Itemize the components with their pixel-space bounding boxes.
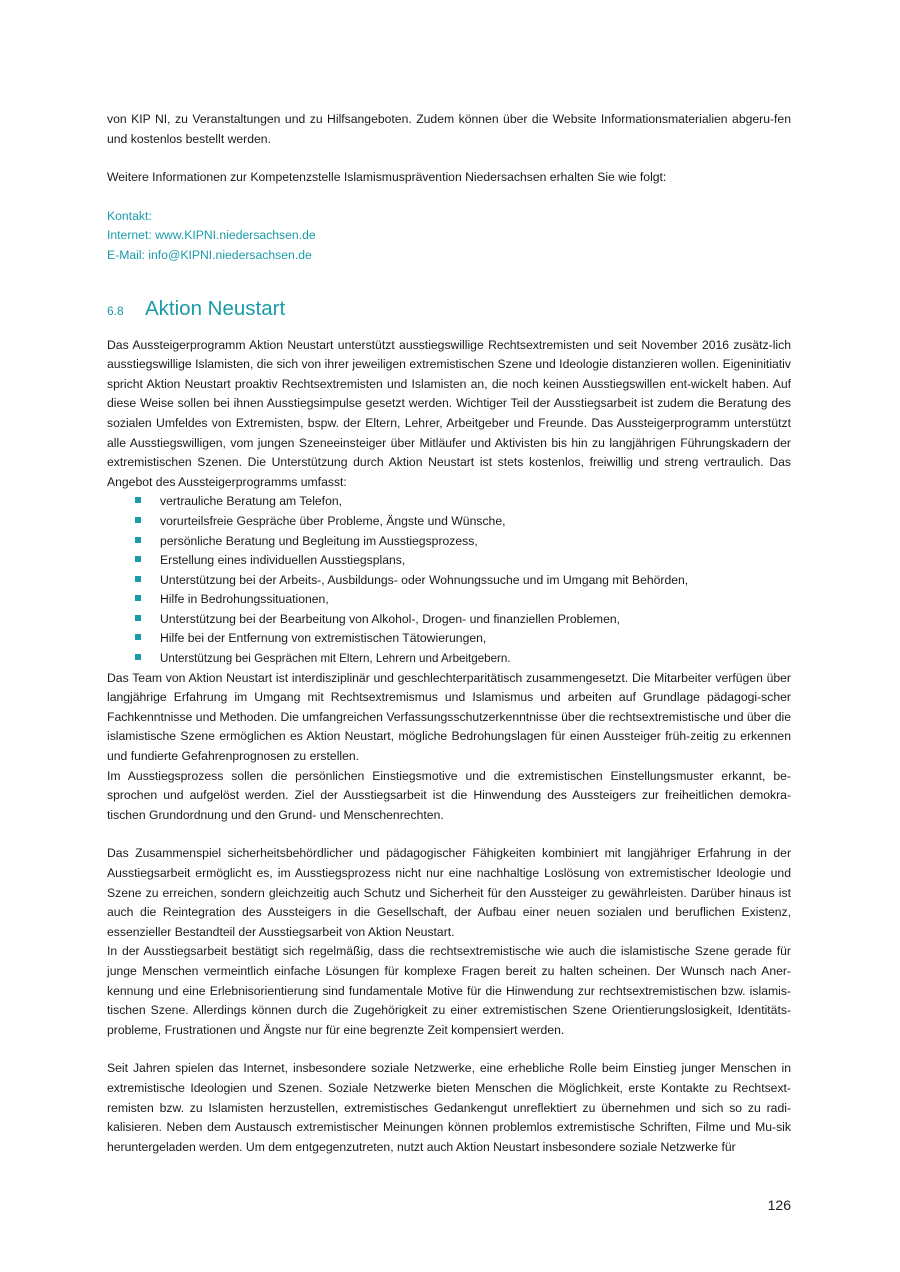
bullet-icon	[135, 537, 141, 543]
section-title: Aktion Neustart	[145, 296, 286, 320]
contact-block	[107, 207, 791, 266]
bullet-icon	[135, 654, 141, 660]
bullet-icon	[135, 497, 141, 503]
body-paragraph-4: Das Zusammenspiel sicherheitsbehördlicher und pädagogischer Fähigkeiten kombiniert mit langjähriger Erfahrung in der Ausstiegsarbeit ermöglicht es, im Ausstiegsprozess nicht nur eine nachhaltige Loslösung von extremistischer Ideologie und Szene zu erreichen, sondern gleichzeitig auch Schutz und Sicherheit für den Aussteiger zu gewährleisten. Darüber hinaus ist auch die Reintegration des Aussteigers in die Gesellschaft, der Aufbau einer neuen sozialen und beruflichen Existenz, essenzieller Bestandteil der Ausstiegsarbeit von Aktion Neustart.	[107, 846, 791, 939]
contact-internet: Internet: www.KIPNI.niedersachsen.de	[107, 228, 316, 243]
list-item: persönliche Beratung und Begleitung im Ausstiegsprozess,	[107, 532, 791, 552]
bullet-icon	[135, 556, 141, 562]
body-paragraph-3: Im Ausstiegsprozess sollen die persönlichen Einstiegsmotive und die extremistischen Einstellungsmuster erkannt, be-sprochen und aufgelöst werden. Ziel der Ausstiegsarbeit ist die Hinwendung des Aussteigers zur freiheitlichen demokra-tischen Grundordnung und den Grund- und Menschenrechten.	[107, 768, 791, 822]
section-heading	[107, 297, 791, 321]
bullet-icon	[135, 634, 141, 640]
intro-paragraph: von KIP NI, zu Veranstaltungen und zu Hilfsangeboten. Zudem können über die Website Informationsmaterialien abgeru-fen und kostenlos bestellt werden.	[107, 112, 791, 146]
body-paragraph-6: Seit Jahren spielen das Internet, insbesondere soziale Netzwerke, eine erhebliche Rolle beim Einstieg junger Menschen in extremistische Ideologien und Szenen. Soziale Netzwerke bieten Menschen die Möglichkeit, erste Kontakte zu Rechtsext-remisten bzw. zu Islamisten herzustellen, extremistisches Gedankengut unreflektiert zu übernehmen und sich so zu radi-kalisieren. Neben dem Austausch extremistischer Meinungen können problemlos extremistische Schriften, Filme und Mu-sik heruntergeladen werden. Um dem entgegenzutreten, nutzt auch Aktion Neustart insbesondere soziale Netzwerke für	[107, 1061, 791, 1154]
contact-email: E-Mail: info@KIPNI.niedersachsen.de	[107, 247, 312, 262]
page-number: 126	[767, 1197, 791, 1213]
list-item: Unterstützung bei Gesprächen mit Eltern, Lehrern und Arbeitgebern.	[107, 649, 791, 669]
list-item: Unterstützung bei der Bearbeitung von Alkohol-, Drogen- und finanziellen Problemen,	[107, 610, 791, 630]
list-item: vertrauliche Beratung am Telefon,	[107, 492, 791, 512]
body-paragraph-2: Das Team von Aktion Neustart ist interdisziplinär und geschlechterparitätisch zusammengesetzt. Die Mitarbeiter verfügen über langjährige Erfahrung im Umgang mit Rechtsextremismus und Islamismus und arbeiten auf Grundlage pädagogi-scher Fachkenntnisse und Methoden. Die umfangreichen Verfassungsschutzerkenntnisse über die rechtsextremistische und über die islamistische Szene ermöglichen es Aktion Neustart, mögliche Bedrohungslagen für einen Aussteiger früh-zeitig zu erkennen und fundierte Gefahrenprognosen zu erstellen.	[107, 670, 791, 764]
bullet-icon	[135, 576, 141, 582]
list-item: Hilfe in Bedrohungssituationen,	[107, 590, 791, 610]
info-paragraph: Weitere Informationen zur Kompetenzstelle Islamismusprävention Niedersachsen erhalten Sie wie folgt:	[107, 170, 667, 185]
list-item: Unterstützung bei der Arbeits-, Ausbildungs- oder Wohnungssuche und im Umgang mit Behörden,	[107, 571, 791, 591]
contact-label: Kontakt:	[107, 208, 152, 223]
bullet-icon	[135, 615, 141, 621]
list-item: Erstellung eines individuellen Ausstiegsplans,	[107, 551, 791, 571]
document-page	[107, 110, 791, 1157]
body-paragraph-1: Das Aussteigerprogramm Aktion Neustart unterstützt ausstiegswillige Rechtsextremisten und seit November 2016 zusätz-lich ausstiegswillige Islamisten, die sich von ihrer jeweiligen extremistischen Szene und Ideologie distanzieren wollen. Eigeninitiativ spricht Aktion Neustart proaktiv Rechtsextremisten und Islamisten an, die noch keinen Ausstiegswillen ent-wickelt haben. Auf diese Weise sollen bei ihnen Ausstiegsimpulse gesetzt werden. Wichtiger Teil der Ausstiegsarbeit ist zudem die Beratung des sozialen Umfeldes von Extremisten, bspw. der Eltern, Lehrer, Arbeitgeber und Freunde. Das Aussteigerprogramm unterstützt alle Ausstiegswilligen, vom jungen Szeneeinsteiger über Mitläufer und Aktivisten bis hin zu langjährigen Führungskadern der extremistischen Szenen. Die Unterstützung durch Aktion Neustart ist stets kostenlos, freiwillig und streng vertraulich. Das Angebot des Aussteigerprogramms umfasst:	[107, 337, 791, 489]
list-item: vorurteilsfreie Gespräche über Probleme, Ängste und Wünsche,	[107, 512, 791, 532]
body-paragraph-5: In der Ausstiegsarbeit bestätigt sich regelmäßig, dass die rechtsextremistische wie auch die islamistische Szene gerade für junge Menschen vermeintlich einfache Lösungen für komplexe Fragen bereit zu halten scheinen. Der Wunsch nach Aner-kennung und eine Erlebnisorientierung sind fundamentale Motive für die Hinwendung zur rechtsextremistischen bzw. islamis-tischen Szene. Allerdings können durch die Zugehörigkeit zu einer extremistischen Szene Orientierungslosigkeit, Identitäts-probleme, Frustrationen und Ängste nur für eine begrenzte Zeit kompensiert werden.	[107, 944, 791, 1037]
offer-list	[107, 492, 791, 668]
bullet-icon	[135, 595, 141, 601]
list-item: Hilfe bei der Entfernung von extremistischen Tätowierungen,	[107, 629, 791, 649]
section-number: 6.8	[107, 303, 124, 318]
bullet-icon	[135, 517, 141, 523]
